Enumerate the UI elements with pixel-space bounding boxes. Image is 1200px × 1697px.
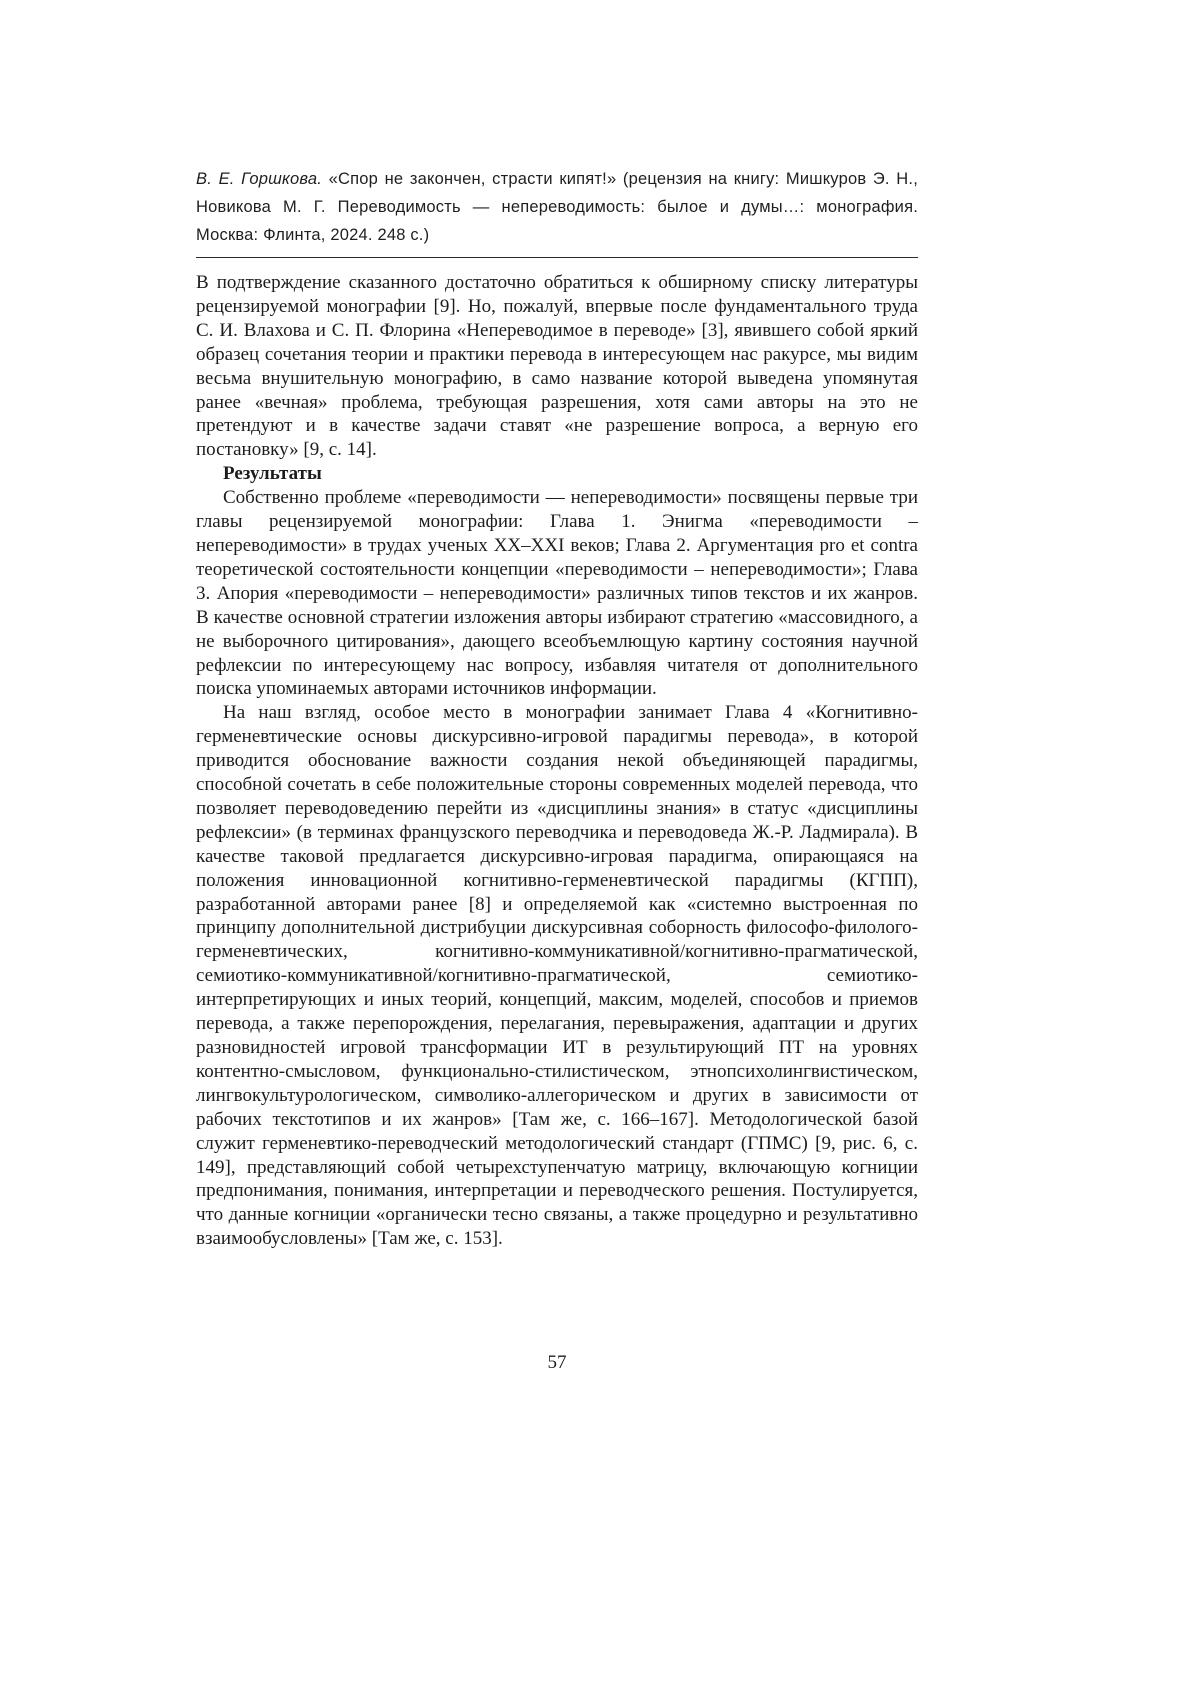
page-number: 57 — [547, 1352, 567, 1373]
header-author: В. Е. Горшкова. — [196, 170, 323, 188]
header-divider-rule — [196, 257, 918, 258]
paragraph-intro: В подтверждение сказанного достаточно обратиться к обширному списку литературы рецензируемой монографии [9]. Но, пожалуй, впервые после фундаментального труда С. И. Влахова и С. П. Флорина «Непереводимое в переводе» [3], явившего собой яркий образец сочетания теории и практики перевода в интересующем нас ракурсе, мы видим весьма внушительную монографию, в само название которой выведена упомянутая ранее «вечная» проблема, требующая разрешения, хотя сами авторы на это не претендуют и в качестве задачи ставят «не разрешение вопроса, а верную его постановку» [9, с. 14]. — [196, 272, 918, 461]
paragraph-results-chapter4: На наш взгляд, особое место в монографии занимает Глава 4 «Когнитивно-герменевтические основы дискурсивно-игровой парадигмы перевода», в которой приводится обоснование важности создания некой объединяющей парадигмы, способной сочетать в себе положительные стороны современных моделей перевода, что позволяет переводоведению перейти из «дисциплины знания» в статус «дисциплины рефлексии» (в терминах французского переводчика и переводоведа Ж.-Р. Ладмирала). В качестве таковой предлагается дискурсивно-игровая парадигма, опирающаяся на положения инновационной когнитивно-герменевтической парадигмы (КГПП), разработанной авторами ранее [8] и определяемой как «системно выстроенная по принципу дополнительной дистрибуции дискурсивная соборность философо-филолого-герменевтических, когнитивно-коммуникативной/когнитивно-прагматической, семиотико-коммуникативной/когнитивно-прагматической, семиотико-интерпретирующих и иных теорий, концепций, максим, моделей, способов и приемов перевода, а также перепорождения, перелагания, перевыражения, адаптации и других разновидностей игровой трансформации ИТ в результирующий ПТ на уровнях контентно-смысловом, функционально-стилистическом, этнопсихолингвистическом, лингвокультурологическом, символико-аллегорическом и других в зависимости от рабочих текстотипов и их жанров» [Там же, с. 166–167]. Методологической базой служит герменевтико-переводческий методологический стандарт (ГПМС) [9, рис. 6, с. 149], представляющий собой четырехступенчатую матрицу, включающую когниции предпонимания, понимания, интерпретации и переводческого решения. Постулируется, что данные когниции «органически тесно связаны, а также процедурно и результативно взаимообусловлены» [Там же, с. 153]. — [196, 702, 918, 1250]
paragraph-results-overview: Собственно проблеме «переводимости — непереводимости» посвящены первые три главы рецензируемой монографии: Глава 1. Энигма «переводимости – непереводимости» в трудах ученых XX–XXI веков; Глава 2. Аргументация pro et contra теоретической состоятельности концепции «переводимости – непереводимости»; Глава 3. Апория «переводимости – непереводимости» различных типов текстов и их жанров. В качестве основной стратегии изложения авторы избирают стратегию «массовидного, а не выборочного цитирования», дающего всеобъемлющую картину состояния научной рефлексии по интересующему нас вопросу, избавляя читателя от дополнительного поиска упоминаемых авторами источников информации. — [196, 487, 918, 700]
running-header — [196, 165, 918, 249]
section-heading-results: Результаты — [223, 463, 322, 485]
page-content-column — [196, 165, 918, 1251]
article-body — [196, 271, 918, 1251]
header-reference: «Спор не закончен, страсти кипят!» (рецензия на книгу: Мишкуров Э. Н., Новикова М. Г. Переводимость — непереводимость: былое и думы…: монография. Москва: Флинта, 2024. 248 с.) — [196, 170, 918, 244]
